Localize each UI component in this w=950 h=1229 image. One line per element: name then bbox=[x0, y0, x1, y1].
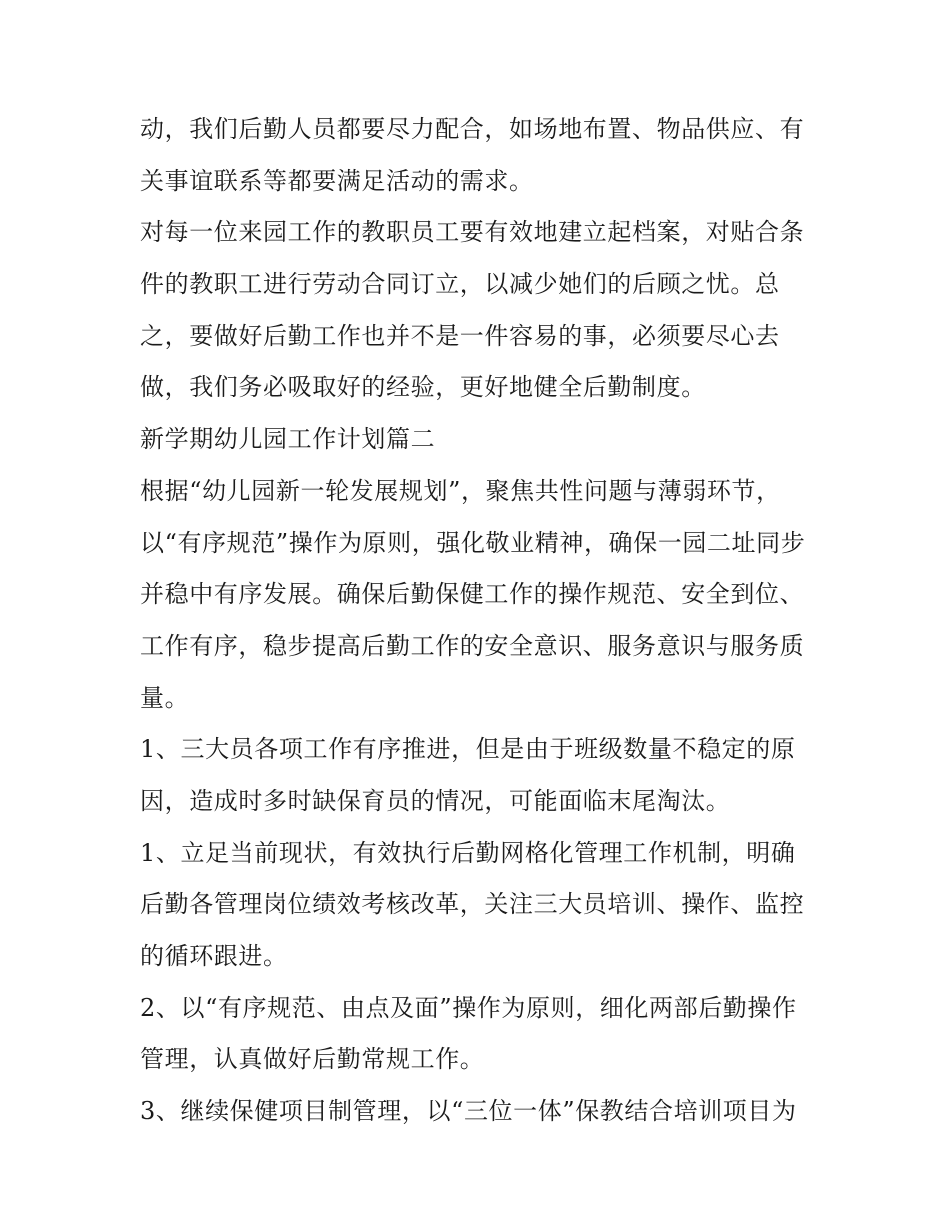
list-item-line: 3、继续保健项目制管理，以“三位一体”保教结合培训项目为 bbox=[140, 1097, 797, 1126]
section-heading: 新学期幼儿园工作计划篇二 bbox=[140, 425, 436, 454]
text-line: 根据“幼儿园新一轮发展规划”，聚焦共性问题与薄弱环节， bbox=[140, 476, 781, 505]
list-item-line: 后勤各管理岗位绩效考核改革，关注三大员培训、操作、监控 bbox=[140, 890, 805, 919]
text-line: 以“有序规范”操作为原则，强化敬业精神，确保一园二址同步 bbox=[140, 528, 806, 557]
list-item-line: 的循环跟进。 bbox=[140, 942, 288, 970]
list-item-line: 2、以“有序规范、由点及面”操作为原则，细化两部后勤操作 bbox=[140, 993, 797, 1022]
text-line: 工作有序，稳步提高后勤工作的安全意识、服务意识与服务质 bbox=[140, 631, 805, 660]
list-item-line: 因，造成时多时缺保育员的情况，可能面临末尾淘汰。 bbox=[140, 786, 731, 815]
text-line: 量。 bbox=[140, 683, 190, 712]
text-line: 之，要做好后勤工作也并不是一件容易的事，必须要尽心去 bbox=[140, 321, 780, 350]
list-item-line: 管理，认真做好后勤常规工作。 bbox=[140, 1045, 485, 1074]
body-text bbox=[140, 104, 820, 1138]
text-line: 对每一位来园工作的教职员工要有效地建立起档案，对贴合条 bbox=[140, 218, 805, 247]
text-line: 动，我们后勤人员都要尽力配合，如场地布置、物品供应、有 bbox=[140, 115, 805, 143]
list-item-line: 1、三大员各项工作有序推进，但是由于班级数量不稳定的原 bbox=[140, 735, 796, 764]
text-line: 件的教职工进行劳动合同订立，以减少她们的后顾之忧。总 bbox=[140, 270, 780, 299]
text-line: 做，我们务必吸取好的经验，更好地健全后勤制度。 bbox=[140, 373, 706, 402]
text-line: 关事谊联系等都要满足活动的需求。 bbox=[140, 166, 534, 195]
text-line: 并稳中有序发展。确保后勤保健工作的操作规范、安全到位、 bbox=[140, 580, 805, 609]
list-item-line: 1、立足当前现状，有效执行后勤网格化管理工作机制，明确 bbox=[140, 838, 796, 867]
